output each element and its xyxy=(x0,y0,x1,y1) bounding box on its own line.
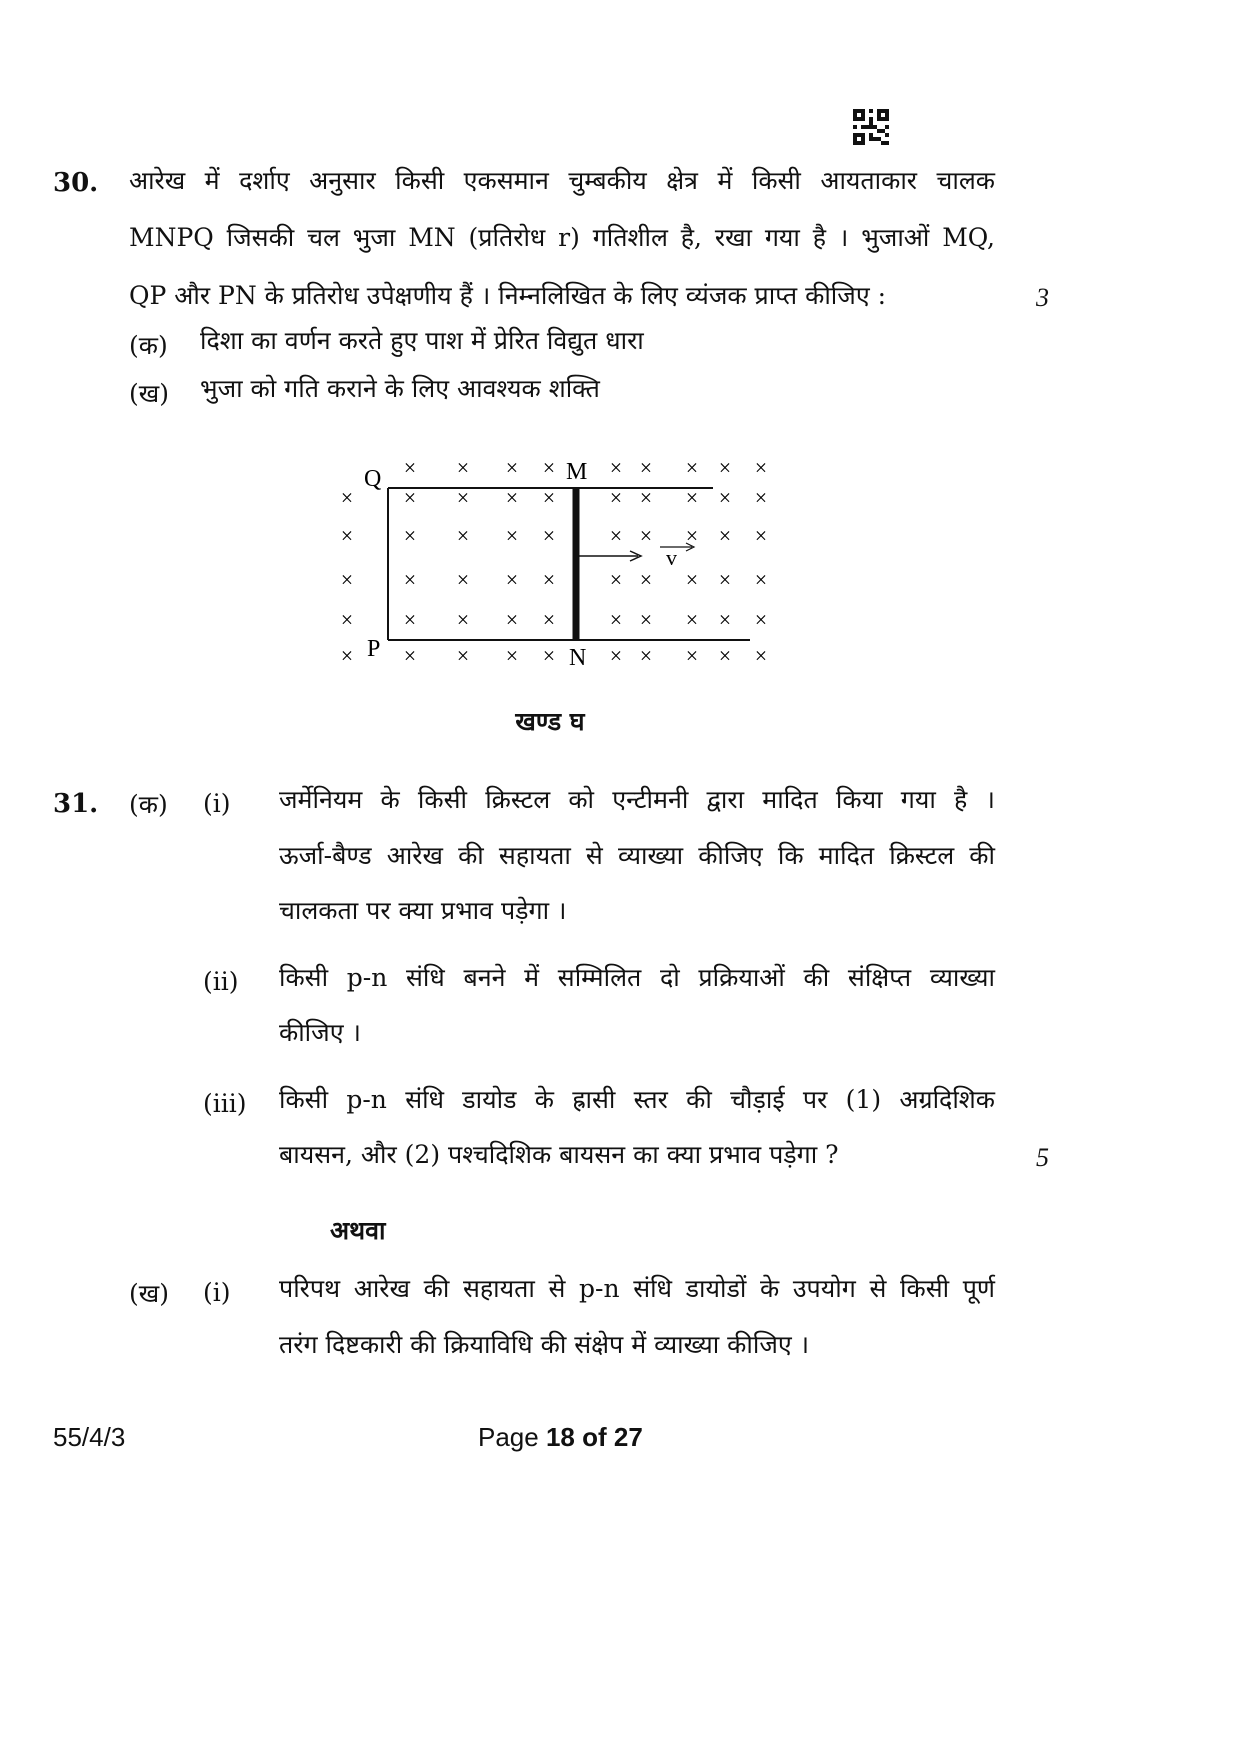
field-cross: × xyxy=(639,607,653,632)
q31-a-ii-label: (ii) xyxy=(203,967,239,996)
field-cross: × xyxy=(718,567,732,592)
page-total: 27 xyxy=(613,1422,643,1452)
field-cross: × xyxy=(685,523,699,548)
field-cross: × xyxy=(340,523,354,548)
field-cross: × xyxy=(505,485,519,510)
q31-a-i-line-3: चालकता पर क्या प्रभाव पड़ेगा । xyxy=(279,896,567,925)
paper-code: 55/4/3 xyxy=(53,1422,126,1452)
q30-part-a-label: (क) xyxy=(129,331,168,360)
q30-part-b-text: भुजा को गति कराने के लिए आवश्यक शक्ति xyxy=(200,374,600,403)
page-indicator xyxy=(478,1422,643,1453)
q31-part-a-label: (क) xyxy=(129,790,168,819)
field-cross: × xyxy=(609,643,623,668)
page-current: 18 xyxy=(545,1422,575,1452)
field-cross: × xyxy=(685,643,699,668)
q30-text-line-3: QP और PN के प्रतिरोध उपेक्षणीय हैं । निम्नलिखित के लिए व्यंजक प्राप्त कीजिए : xyxy=(129,281,887,310)
field-cross: × xyxy=(639,643,653,668)
field-cross: × xyxy=(609,485,623,510)
field-cross: × xyxy=(639,485,653,510)
q31-a-i-line-1: जर्मेनियम के किसी क्रिस्टल को एन्टीमनी द्वारा मादित किया गया है । xyxy=(279,785,995,814)
question-number-30: 30. xyxy=(53,168,99,198)
page-of: of xyxy=(582,1422,607,1452)
q30-text-line-1: आरेख में दर्शाए अनुसार किसी एकसमान चुम्बकीय क्षेत्र में किसी आयताकार चालक xyxy=(129,166,995,195)
field-cross: × xyxy=(456,523,470,548)
magnetic-field-circuit-diagram xyxy=(320,445,790,675)
q31-a-i-line-2: ऊर्जा-बैण्ड आरेख की सहायता से व्याख्या कीजिए कि मादित क्रिस्टल की xyxy=(279,841,995,870)
q31-a-ii-line-1: किसी p-n संधि बनने में सम्मिलित दो प्रक्रियाओं की संक्षिप्त व्याख्या xyxy=(279,963,995,992)
field-cross: × xyxy=(718,455,732,480)
field-cross: × xyxy=(542,523,556,548)
q31-a-i-label: (i) xyxy=(203,789,231,818)
field-cross: × xyxy=(456,567,470,592)
field-cross: × xyxy=(754,567,768,592)
q30-part-a-text: दिशा का वर्णन करते हुए पाश में प्रेरित विद्युत धारा xyxy=(200,326,644,355)
field-cross: × xyxy=(403,607,417,632)
field-cross: × xyxy=(456,607,470,632)
field-cross: × xyxy=(754,643,768,668)
label-v: v xyxy=(666,545,677,570)
field-cross: × xyxy=(639,455,653,480)
q30-marks: 3 xyxy=(1036,283,1049,312)
field-cross: × xyxy=(505,523,519,548)
section-heading: खण्ड घ xyxy=(515,707,585,736)
q31-part-b-label: (ख) xyxy=(129,1279,169,1308)
q31-a-iii-line-1: किसी p-n संधि डायोड के ह्रासी स्तर की चौड़ाई पर (1) अग्रदिशिक xyxy=(279,1085,995,1114)
field-cross: × xyxy=(456,485,470,510)
field-cross: × xyxy=(685,607,699,632)
q30-part-b-label: (ख) xyxy=(129,379,169,408)
field-cross: × xyxy=(542,455,556,480)
page-prefix: Page xyxy=(478,1422,539,1452)
field-cross: × xyxy=(505,643,519,668)
q31-marks: 5 xyxy=(1036,1143,1049,1172)
field-cross: × xyxy=(754,455,768,480)
field-cross: × xyxy=(718,523,732,548)
field-cross: × xyxy=(403,455,417,480)
qr-code xyxy=(853,108,889,146)
field-cross: × xyxy=(456,643,470,668)
field-cross: × xyxy=(639,523,653,548)
field-cross: × xyxy=(340,485,354,510)
field-cross: × xyxy=(754,523,768,548)
magnetic-field-crosses xyxy=(341,455,767,668)
field-cross: × xyxy=(403,567,417,592)
question-number-31: 31. xyxy=(53,789,99,819)
field-cross: × xyxy=(542,607,556,632)
label-p: P xyxy=(367,636,381,662)
q31-b-i-line-1: परिपथ आरेख की सहायता से p-n संधि डायोडों के उपयोग से किसी पूर्ण xyxy=(279,1274,995,1303)
field-cross: × xyxy=(505,607,519,632)
field-cross: × xyxy=(718,643,732,668)
field-cross: × xyxy=(685,455,699,480)
field-cross: × xyxy=(754,607,768,632)
field-cross: × xyxy=(718,485,732,510)
field-cross: × xyxy=(754,485,768,510)
field-cross: × xyxy=(609,523,623,548)
field-cross: × xyxy=(340,643,354,668)
q31-a-iii-line-2: बायसन, और (2) पश्चदिशिक बायसन का क्या प्रभाव पड़ेगा ? xyxy=(279,1140,839,1169)
field-cross: × xyxy=(685,567,699,592)
field-cross: × xyxy=(685,485,699,510)
field-cross: × xyxy=(609,607,623,632)
q30-text-line-2: MNPQ जिसकी चल भुजा MN (प्रतिरोध r) गतिशील है, रखा गया है । भुजाओं MQ, xyxy=(129,223,995,252)
field-cross: × xyxy=(403,485,417,510)
field-cross: × xyxy=(505,567,519,592)
field-cross: × xyxy=(403,523,417,548)
field-cross: × xyxy=(456,455,470,480)
field-cross: × xyxy=(718,607,732,632)
q31-b-i-label: (i) xyxy=(203,1278,231,1307)
label-n: N xyxy=(569,645,587,671)
field-cross: × xyxy=(609,567,623,592)
field-cross: × xyxy=(542,485,556,510)
field-cross: × xyxy=(403,643,417,668)
field-cross: × xyxy=(505,455,519,480)
field-cross: × xyxy=(639,567,653,592)
field-cross: × xyxy=(340,607,354,632)
q31-a-iii-label: (iii) xyxy=(203,1089,247,1118)
q31-b-i-line-2: तरंग दिष्टकारी की क्रियाविधि की संक्षेप में व्याख्या कीजिए । xyxy=(279,1330,810,1359)
label-m: M xyxy=(566,459,588,485)
field-cross: × xyxy=(609,455,623,480)
field-cross: × xyxy=(542,567,556,592)
field-cross: × xyxy=(542,643,556,668)
q31-a-ii-line-2: कीजिए । xyxy=(279,1018,361,1047)
or-separator: अथवा xyxy=(330,1216,386,1245)
field-cross: × xyxy=(340,567,354,592)
label-q: Q xyxy=(364,466,382,492)
